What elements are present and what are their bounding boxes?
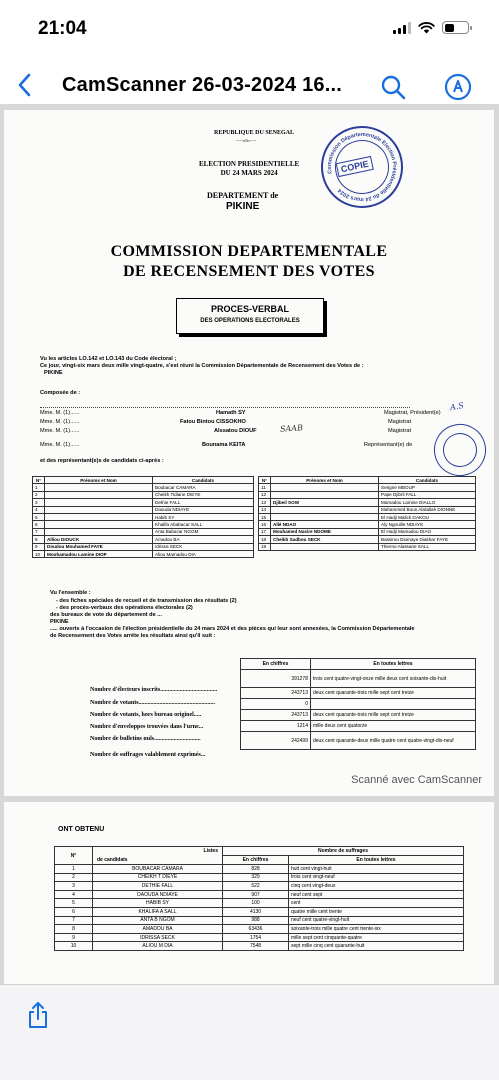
cell-figures: 0 — [241, 699, 311, 710]
cell-cand: Pape Djibril FALL — [379, 491, 476, 498]
ont-obtenu-heading: ONT OBTENU — [58, 826, 105, 833]
department-heading — [207, 190, 278, 212]
cell-cand: Bassirou Diomaye Diakhar FAYE — [379, 536, 476, 543]
cell-no: 7 — [55, 916, 93, 925]
cell-rep: Cheikh Sadbou SECK — [271, 536, 379, 543]
cell-letters: cinq cent vingt-deux — [289, 882, 464, 891]
cell-cand: Aly Ngouille NDIAYE — [379, 521, 476, 528]
cell-rep — [271, 513, 379, 520]
cell-rep: Doudou Mouhamed FAYE — [45, 543, 153, 550]
cell-figures: 1754 — [223, 933, 289, 942]
candidates-table-left — [32, 476, 254, 558]
table-row — [55, 916, 464, 925]
cell-cand: El Hadji Mamadou DIAO — [379, 528, 476, 535]
back-button[interactable] — [6, 66, 42, 104]
cell-figures: 7548 — [223, 942, 289, 951]
ouverts-line-2: de Recensement des Votes arrête les résultats ainsi qu'il suit : — [50, 633, 216, 639]
handwritten-initials: A.S — [449, 400, 465, 413]
result-label: Nombre de suffrages valablement exprimés... — [90, 752, 206, 758]
table-row — [55, 882, 464, 891]
cell-no: 5 — [33, 513, 45, 520]
col-no: N° — [33, 477, 45, 484]
member-title: Mme. M. (1)...... — [40, 442, 80, 448]
document-page-2 — [4, 802, 494, 984]
cell-letters: mille sept cent cinquante-quatre — [289, 933, 464, 942]
bureaux-line: des bureaux de vote du département de ... — [50, 612, 162, 618]
cell-figures: 243713 — [241, 710, 311, 721]
table-row — [259, 513, 476, 520]
cell-rep: Alliou DIOUCK — [45, 536, 153, 543]
handwritten-signature: SAAB — [279, 423, 304, 434]
cell-cand: IDRISSA SECK — [93, 933, 223, 942]
svg-text:Commission Départementale Elec: Commission Départementale Election Présidentielle du 24 mars 2024 — [326, 131, 398, 203]
cell-cand: Habib SY — [153, 513, 254, 520]
table-row — [55, 873, 464, 882]
cell-figures: 988 — [223, 916, 289, 925]
cell-cand: Idrissa SECK — [153, 543, 254, 550]
stamp-copie-word: COPIE — [336, 156, 374, 177]
cell-figures: 4130 — [223, 907, 289, 916]
table-row — [33, 550, 254, 557]
cell-letters: deux cent quarante-trois mille sept cent treize — [311, 688, 476, 699]
member-role: Magistrat — [388, 428, 412, 434]
member-name: Bounama KEITA — [202, 442, 246, 448]
results-table — [240, 658, 476, 750]
cell-no: 11 — [259, 484, 271, 491]
cell-rep — [45, 491, 153, 498]
table-row — [55, 942, 464, 951]
member-name: Hamath SY — [216, 410, 246, 416]
col-suffrages: Nombre de suffrages — [223, 847, 464, 856]
col-letters: En toutes lettres — [311, 659, 476, 670]
cell-rep — [45, 528, 153, 535]
vu-item-text: des procès-verbaux des opérations électorales (2) — [59, 605, 193, 611]
table-row — [241, 688, 476, 699]
cell-no: 6 — [33, 521, 45, 528]
cell-cand: Dethie FALL — [153, 499, 254, 506]
table-row — [55, 907, 464, 916]
cell-no: 8 — [55, 925, 93, 934]
camscanner-watermark: Scanné avec CamScanner — [351, 774, 482, 786]
table-row — [259, 543, 476, 550]
copie-stamp — [313, 118, 410, 215]
col-names: Prénoms et Nom — [271, 477, 379, 484]
cell-rep — [45, 484, 153, 491]
cell-cand: DETHIE FALL — [93, 882, 223, 891]
vu-item: - des fiches spéciales de recueil et de transmission des résultats (2) — [56, 598, 237, 604]
member-name: Fatou Bintou CISSOKHO — [180, 419, 246, 425]
member-title: Mme. M. (1)...... — [40, 428, 80, 434]
cell-no: 2 — [55, 873, 93, 882]
cell-cand: Anta Babacar NGOM — [153, 528, 254, 535]
cell-cand: Khalifa Ababacar SALL — [153, 521, 254, 528]
wifi-icon — [418, 22, 435, 34]
intro-line-2: Ce jour, vingt-six mars deux mille vingt-quatre, s'est réuni la Commission Départementale de Recensement des Votes de : — [40, 363, 364, 369]
table-row — [259, 499, 476, 506]
table-row — [33, 521, 254, 528]
table-row — [33, 484, 254, 491]
republic-heading: REPUBLIQUE DU SENEGAL — [214, 130, 295, 136]
cell-cand: HABIB SY — [93, 899, 223, 908]
cell-letters: cent — [289, 899, 464, 908]
intro-department: PIKINE — [44, 370, 63, 376]
cell-cand: Boubacar CAMARA — [153, 484, 254, 491]
cell-no: 4 — [55, 890, 93, 899]
cell-cand: BOUBACAR CAMARA — [93, 865, 223, 874]
cell-letters: deux cent quarante-deux mille quatre cent quatre-vingt-dix-neuf — [311, 732, 476, 750]
col-no: N° — [55, 847, 93, 865]
table-row — [33, 506, 254, 513]
candidates-table-right — [258, 476, 476, 551]
battery-icon — [442, 21, 469, 34]
cell-cand: ALIOU M DIA — [93, 942, 223, 951]
result-label: Nombre de bulletins nuls............................... — [90, 736, 201, 742]
cell-no: 18 — [259, 536, 271, 543]
cell-figures: 100 — [223, 899, 289, 908]
table-row — [241, 670, 476, 688]
cell-cand: Daouda NDIAYE — [153, 506, 254, 513]
cell-no: 16 — [259, 521, 271, 528]
cell-figures: 828 — [223, 865, 289, 874]
cell-cand: Amadou BA — [153, 536, 254, 543]
cell-figures: 907 — [223, 890, 289, 899]
cell-cand: Cheikh Tidiane DIEYE — [153, 491, 254, 498]
commission-title — [4, 242, 494, 282]
cell-no: 5 — [55, 899, 93, 908]
search-button[interactable] — [376, 70, 410, 104]
commission-line-2: DE RECENSEMENT DES VOTES — [123, 263, 375, 280]
cell-cand: ANTA B NGOM — [93, 916, 223, 925]
cell-letters: soixante-trois mille quatre cent trente-six — [289, 925, 464, 934]
proces-verbal-box — [176, 298, 324, 334]
table-row — [55, 899, 464, 908]
cell-no: 6 — [55, 907, 93, 916]
table-row — [33, 543, 254, 550]
cell-no: 14 — [259, 506, 271, 513]
cell-letters: sept mille cinq cent quarante-huit — [289, 942, 464, 951]
member-role: Représentant(e) de — [364, 442, 413, 448]
table-row — [241, 721, 476, 732]
cell-no: 7 — [33, 528, 45, 535]
document-viewer[interactable] — [0, 104, 499, 984]
document-title: CamScanner 26-03-2024 16... — [62, 74, 343, 96]
markup-pen-icon — [444, 73, 472, 101]
col-no: N° — [259, 477, 271, 484]
cell-rep — [271, 491, 379, 498]
cell-rep: Mouhamed Nasire NDOME — [271, 528, 379, 535]
result-label: Nombre d'électeurs inscrits...................................... — [90, 687, 218, 693]
table-row — [33, 536, 254, 543]
vu-item: - des procès-verbaux des opérations électorales (2) — [56, 605, 193, 611]
cell-rep — [45, 521, 153, 528]
member-name: Alssatou DIOUF — [214, 428, 257, 434]
cell-no: 9 — [55, 933, 93, 942]
cell-no: 1 — [55, 865, 93, 874]
election-heading — [199, 160, 299, 178]
cell-rep — [45, 513, 153, 520]
cell-no: 19 — [259, 543, 271, 550]
col-names: Prénoms et Nom — [45, 477, 153, 484]
document-page-1 — [4, 110, 494, 796]
cell-letters: huit cent vingt-huit — [289, 865, 464, 874]
intro-line-1: Vu les articles LO.142 et LO.143 du Code électoral ; — [40, 356, 177, 362]
cell-no: 8 — [33, 536, 45, 543]
status-icons — [393, 21, 469, 34]
table-row — [241, 699, 476, 710]
search-icon — [380, 74, 406, 100]
ouverts-line-1: ..... ouverts à l'occasion de l'élection présidentielle du 24 mars 2024 et des pièces qui leur sont annexées, la Commission Départementale — [50, 626, 415, 632]
table-row — [259, 521, 476, 528]
bureaux-department: PIKINE — [50, 619, 69, 625]
bottom-toolbar — [0, 984, 499, 1080]
col-letters: En toutes lettres — [289, 856, 464, 865]
cell-no: 1 — [33, 484, 45, 491]
election-line-2: DU 24 MARS 2024 — [220, 169, 278, 177]
dotted-rule — [40, 402, 410, 408]
cell-no: 3 — [55, 882, 93, 891]
share-icon — [27, 1001, 49, 1029]
cell-figures: 242499 — [241, 732, 311, 750]
cell-no: 4 — [33, 506, 45, 513]
table-row — [33, 491, 254, 498]
cell-letters: trois cent vingt-neuf — [289, 873, 464, 882]
cell-letters: trois cent quatre-vingt-onze mille deux cent soixante-dix-huit — [311, 670, 476, 688]
cell-letters: quatre mille cent trente — [289, 907, 464, 916]
department-label: DEPARTEMENT de — [207, 191, 279, 200]
cell-letters — [311, 699, 476, 710]
cell-no: 10 — [55, 942, 93, 951]
cell-rep — [45, 506, 153, 513]
status-time: 21:04 — [38, 18, 87, 39]
result-label: Nombre d'enveloppes trouvées dans l'urne... — [90, 724, 204, 730]
cell-cand: KHALIFA A SALL — [93, 907, 223, 916]
table-row — [55, 865, 464, 874]
cell-rep — [45, 499, 153, 506]
result-label: Nombre de votants................................................... — [90, 700, 216, 706]
motto-line: -----oOo----- — [236, 138, 257, 143]
cell-rep — [271, 484, 379, 491]
cell-cand: AMADOU BA — [93, 925, 223, 934]
member-role: Magistrat, Président(e) — [384, 410, 441, 416]
table-row — [259, 484, 476, 491]
candidats-label: de candidats — [97, 857, 128, 863]
col-candidates — [93, 847, 223, 865]
table-row — [259, 536, 476, 543]
cell-letters: neuf cent quatre-vingt-huit — [289, 916, 464, 925]
chevron-left-icon — [17, 73, 31, 97]
round-stamp-inner — [439, 429, 482, 472]
cell-no: 15 — [259, 513, 271, 520]
cell-cand: Aliou Mamadou DIA — [153, 550, 254, 557]
cell-letters: mille deux cent quatorze — [311, 721, 476, 732]
col-candidates: Candidats — [379, 477, 476, 484]
table-row — [55, 890, 464, 899]
member-role: Magistrat — [388, 419, 412, 425]
cell-cand: Mamadou Lamine DIALLO — [379, 499, 476, 506]
pv-title: PROCES-VERBAL — [210, 304, 289, 314]
member-title: Mme. M. (1)...... — [40, 410, 80, 416]
col-candidates: Candidats — [153, 477, 254, 484]
cell-letters: deux cent quarante-trois mille sept cent treize — [311, 710, 476, 721]
cell-figures: 1214 — [241, 721, 311, 732]
cellular-signal-icon — [393, 22, 411, 34]
cell-cand: Thierno Alassane SALL — [379, 543, 476, 550]
cell-figures: 391278 — [241, 670, 311, 688]
markup-button[interactable] — [441, 70, 475, 104]
table-row — [33, 528, 254, 535]
cell-rep: Mouhamadou Lamine DIOP — [45, 550, 153, 557]
cell-cand: CHEIKH T DIEYE — [93, 873, 223, 882]
cell-no: 9 — [33, 543, 45, 550]
member-title: Mme. M. (1)...... — [40, 419, 80, 425]
reps-intro: et des représentant(e)s de candidats ci-après : — [40, 458, 164, 464]
table-row — [241, 732, 476, 750]
cell-rep — [271, 506, 379, 513]
commission-round-stamp — [427, 417, 493, 483]
cell-no: 13 — [259, 499, 271, 506]
cell-letters: neuf cent sept — [289, 890, 464, 899]
result-label: Nombre de votants, hors bureau originel..... — [90, 712, 202, 718]
col-figures: En chiffres — [241, 659, 311, 670]
cell-figures: 329 — [223, 873, 289, 882]
listes-label: Listes — [203, 848, 218, 854]
cell-cand: Mahammed Boun Abdallah DIONNE — [379, 506, 476, 513]
votes-table — [54, 846, 464, 951]
cell-cand: DAOUDA NDIAYE — [93, 890, 223, 899]
cell-no: 17 — [259, 528, 271, 535]
cell-figures: 243713 — [241, 688, 311, 699]
status-bar — [0, 0, 499, 54]
cell-figures: 63436 — [223, 925, 289, 934]
table-row — [241, 710, 476, 721]
cell-no: 2 — [33, 491, 45, 498]
cell-rep — [271, 543, 379, 550]
cell-rep: Allé NDAO — [271, 521, 379, 528]
pv-subtitle: DES OPERATIONS ELECTORALES — [200, 318, 300, 324]
cell-no: 3 — [33, 499, 45, 506]
table-row — [259, 491, 476, 498]
battery-level — [445, 24, 455, 32]
vu-item-text: des fiches spéciales de recueil et de transmission des résultats (2) — [59, 598, 237, 604]
cell-figures: 522 — [223, 882, 289, 891]
table-row — [259, 528, 476, 535]
cell-cand: El Hadji Malick GAKOU — [379, 513, 476, 520]
vu-ensemble-label: Vu l'ensemble : — [50, 590, 91, 596]
composee-label: Composée de : — [40, 390, 81, 396]
table-row — [55, 925, 464, 934]
share-button[interactable] — [20, 997, 56, 1033]
cell-no: 12 — [259, 491, 271, 498]
col-figures: En chiffres — [223, 856, 289, 865]
table-row — [55, 933, 464, 942]
department-name: PIKINE — [225, 201, 260, 212]
cell-rep: Djibeil SOW — [271, 499, 379, 506]
election-line-1: ELECTION PRESIDENTIELLE — [199, 160, 300, 168]
table-row — [259, 506, 476, 513]
table-row — [33, 513, 254, 520]
cell-no: 10 — [33, 550, 45, 557]
table-row — [33, 499, 254, 506]
commission-line-1: COMMISSION DEPARTEMENTALE — [110, 243, 388, 260]
cell-cand: Serigne MBOUP — [379, 484, 476, 491]
